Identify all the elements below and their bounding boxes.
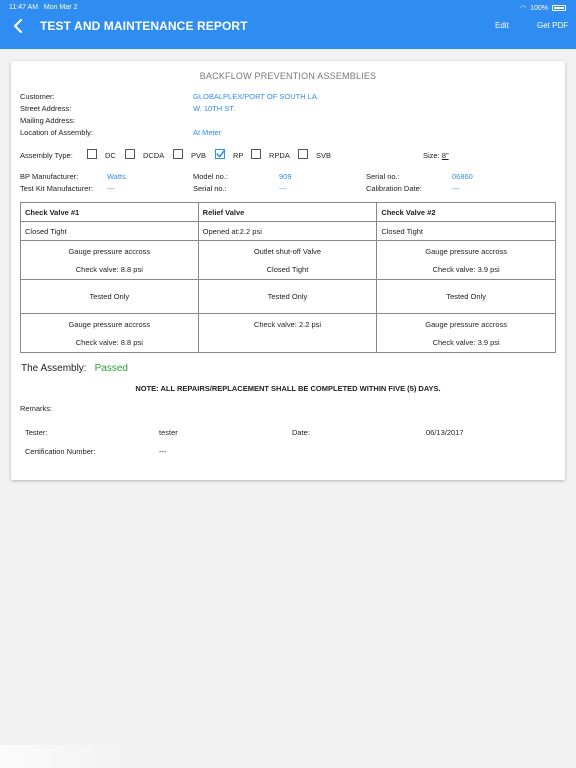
table-cell: Closed Tight xyxy=(21,222,199,241)
table-cell xyxy=(198,241,377,280)
customer-label: Customer: xyxy=(20,92,55,101)
certification-label: Certification Number: xyxy=(25,447,96,456)
table-row xyxy=(21,314,556,353)
test-kit-label: Test Kit Manufacturer: xyxy=(20,184,93,193)
assembly-type-pvb-label: PVB xyxy=(191,151,207,160)
calibration-value: --- xyxy=(452,184,460,193)
assembly-type-rpda-label: RPDA xyxy=(269,151,290,160)
model-label: Model no.: xyxy=(193,172,229,181)
table-cell xyxy=(377,314,556,353)
bp-manufacturer-label: BP Manufacturer: xyxy=(20,172,79,181)
section-title: BACKFLOW PREVENTION ASSEMBLIES xyxy=(199,71,377,81)
back-button[interactable] xyxy=(10,17,26,35)
location-label: Location of Assembly: xyxy=(20,128,93,137)
wifi-icon: ◠ xyxy=(519,5,527,12)
cell-line: Check valve: 3.9 psi xyxy=(432,265,500,274)
table-cell: Tested Only xyxy=(198,280,377,314)
serial-value: 06860 xyxy=(452,172,473,181)
assembly-result xyxy=(21,363,128,374)
home-indicator xyxy=(0,745,130,768)
street-label: Street Address: xyxy=(20,104,72,113)
tester-label: Tester: xyxy=(25,428,48,437)
size-label: Size: xyxy=(423,151,440,160)
certification-value: --- xyxy=(159,447,167,456)
table-cell xyxy=(377,241,556,280)
cell-line: Gauge pressure accross xyxy=(68,247,151,256)
test-kit-value: --- xyxy=(107,184,115,193)
status-bar xyxy=(0,0,576,14)
serial2-label: Serial no.: xyxy=(193,184,227,193)
cell-line: Gauge pressure accross xyxy=(425,247,508,256)
assembly-type-label: Assembly Type: xyxy=(20,151,73,160)
checkbox-dc[interactable] xyxy=(87,149,97,159)
checkmark-icon xyxy=(216,149,225,159)
repair-note: NOTE: ALL REPAIRS/REPLACEMENT SHALL BE COMPLETED WITHIN FIVE (5) DAYS. xyxy=(135,384,441,393)
assembly-type-svb-label: SVB xyxy=(316,151,332,160)
assembly-type-dc-label: DC xyxy=(105,151,116,160)
customer-value: GLOBALPLEX/PORT OF SOUTH LA. xyxy=(193,92,320,101)
edit-button[interactable]: Edit xyxy=(495,21,509,30)
location-value: At Meter xyxy=(193,128,222,137)
date-label: Date: xyxy=(292,428,310,437)
table-row xyxy=(21,280,556,314)
serial-label: Serial no.: xyxy=(366,172,400,181)
table-cell xyxy=(21,314,199,353)
assembly-type-dcda-label: DCDA xyxy=(143,151,165,160)
battery-icon xyxy=(552,5,566,11)
cell-line: Check valve: 2.2 psi xyxy=(253,320,322,329)
calibration-label: Calibration Date: xyxy=(366,184,422,193)
table-cell: Tested Only xyxy=(377,280,556,314)
report-card xyxy=(11,61,565,480)
table-cell: Opened at:2.2 psi xyxy=(198,222,377,241)
cell-line: Gauge pressure accross xyxy=(425,320,508,329)
page-title: TEST AND MAINTENANCE REPORT xyxy=(40,19,248,33)
assembly-type-rp-label: RP xyxy=(233,151,244,160)
battery-percent: 100% xyxy=(530,4,548,12)
table-cell: Tested Only xyxy=(21,280,199,314)
checkbox-rp[interactable] xyxy=(215,149,225,159)
cell-line: Check valve: 3.9 psi xyxy=(432,338,500,347)
cell-line: Check valve: 8.8 psi xyxy=(75,338,143,347)
assembly-result-value: Passed xyxy=(94,363,128,374)
cell-line: Gauge pressure accross xyxy=(68,320,151,329)
app-header xyxy=(0,0,576,49)
table-cell xyxy=(198,314,377,353)
mailing-label: Mailing Address: xyxy=(20,116,76,125)
size-value: 8" xyxy=(441,151,449,160)
serial2-value: --- xyxy=(279,184,287,193)
chevron-left-icon xyxy=(10,17,26,35)
table-cell xyxy=(21,241,199,280)
table-header-cell: Relief Valve xyxy=(198,203,377,222)
table-header-cell: Check Valve #2 xyxy=(377,203,556,222)
status-date: Mon Mar 2 xyxy=(43,4,78,11)
get-pdf-button[interactable]: Get PDF xyxy=(537,21,569,30)
checkbox-pvb[interactable] xyxy=(173,149,183,159)
valve-table xyxy=(20,202,556,353)
tester-value: tester xyxy=(159,428,178,437)
table-cell: Closed Tight xyxy=(377,222,556,241)
assembly-result-label: The Assembly: xyxy=(21,363,87,374)
table-row xyxy=(21,203,556,222)
bp-manufacturer-value: Watts xyxy=(107,172,126,181)
remarks-label: Remarks: xyxy=(20,404,53,413)
table-row xyxy=(21,241,556,280)
checkbox-dcda[interactable] xyxy=(125,149,135,159)
cell-line: Closed Tight xyxy=(266,265,309,274)
status-time: 11:47 AM xyxy=(9,4,39,11)
date-value: 06/13/2017 xyxy=(426,428,464,437)
model-value: 909 xyxy=(279,172,292,181)
table-header-cell: Check Valve #1 xyxy=(21,203,199,222)
checkbox-svb[interactable] xyxy=(298,149,308,159)
table-row xyxy=(21,222,556,241)
cell-line: Outlet shut-off Valve xyxy=(253,247,322,256)
cell-line: Check valve: 8.8 psi xyxy=(75,265,143,274)
street-value: W. 10TH ST. xyxy=(193,104,236,113)
checkbox-rpda[interactable] xyxy=(251,149,261,159)
